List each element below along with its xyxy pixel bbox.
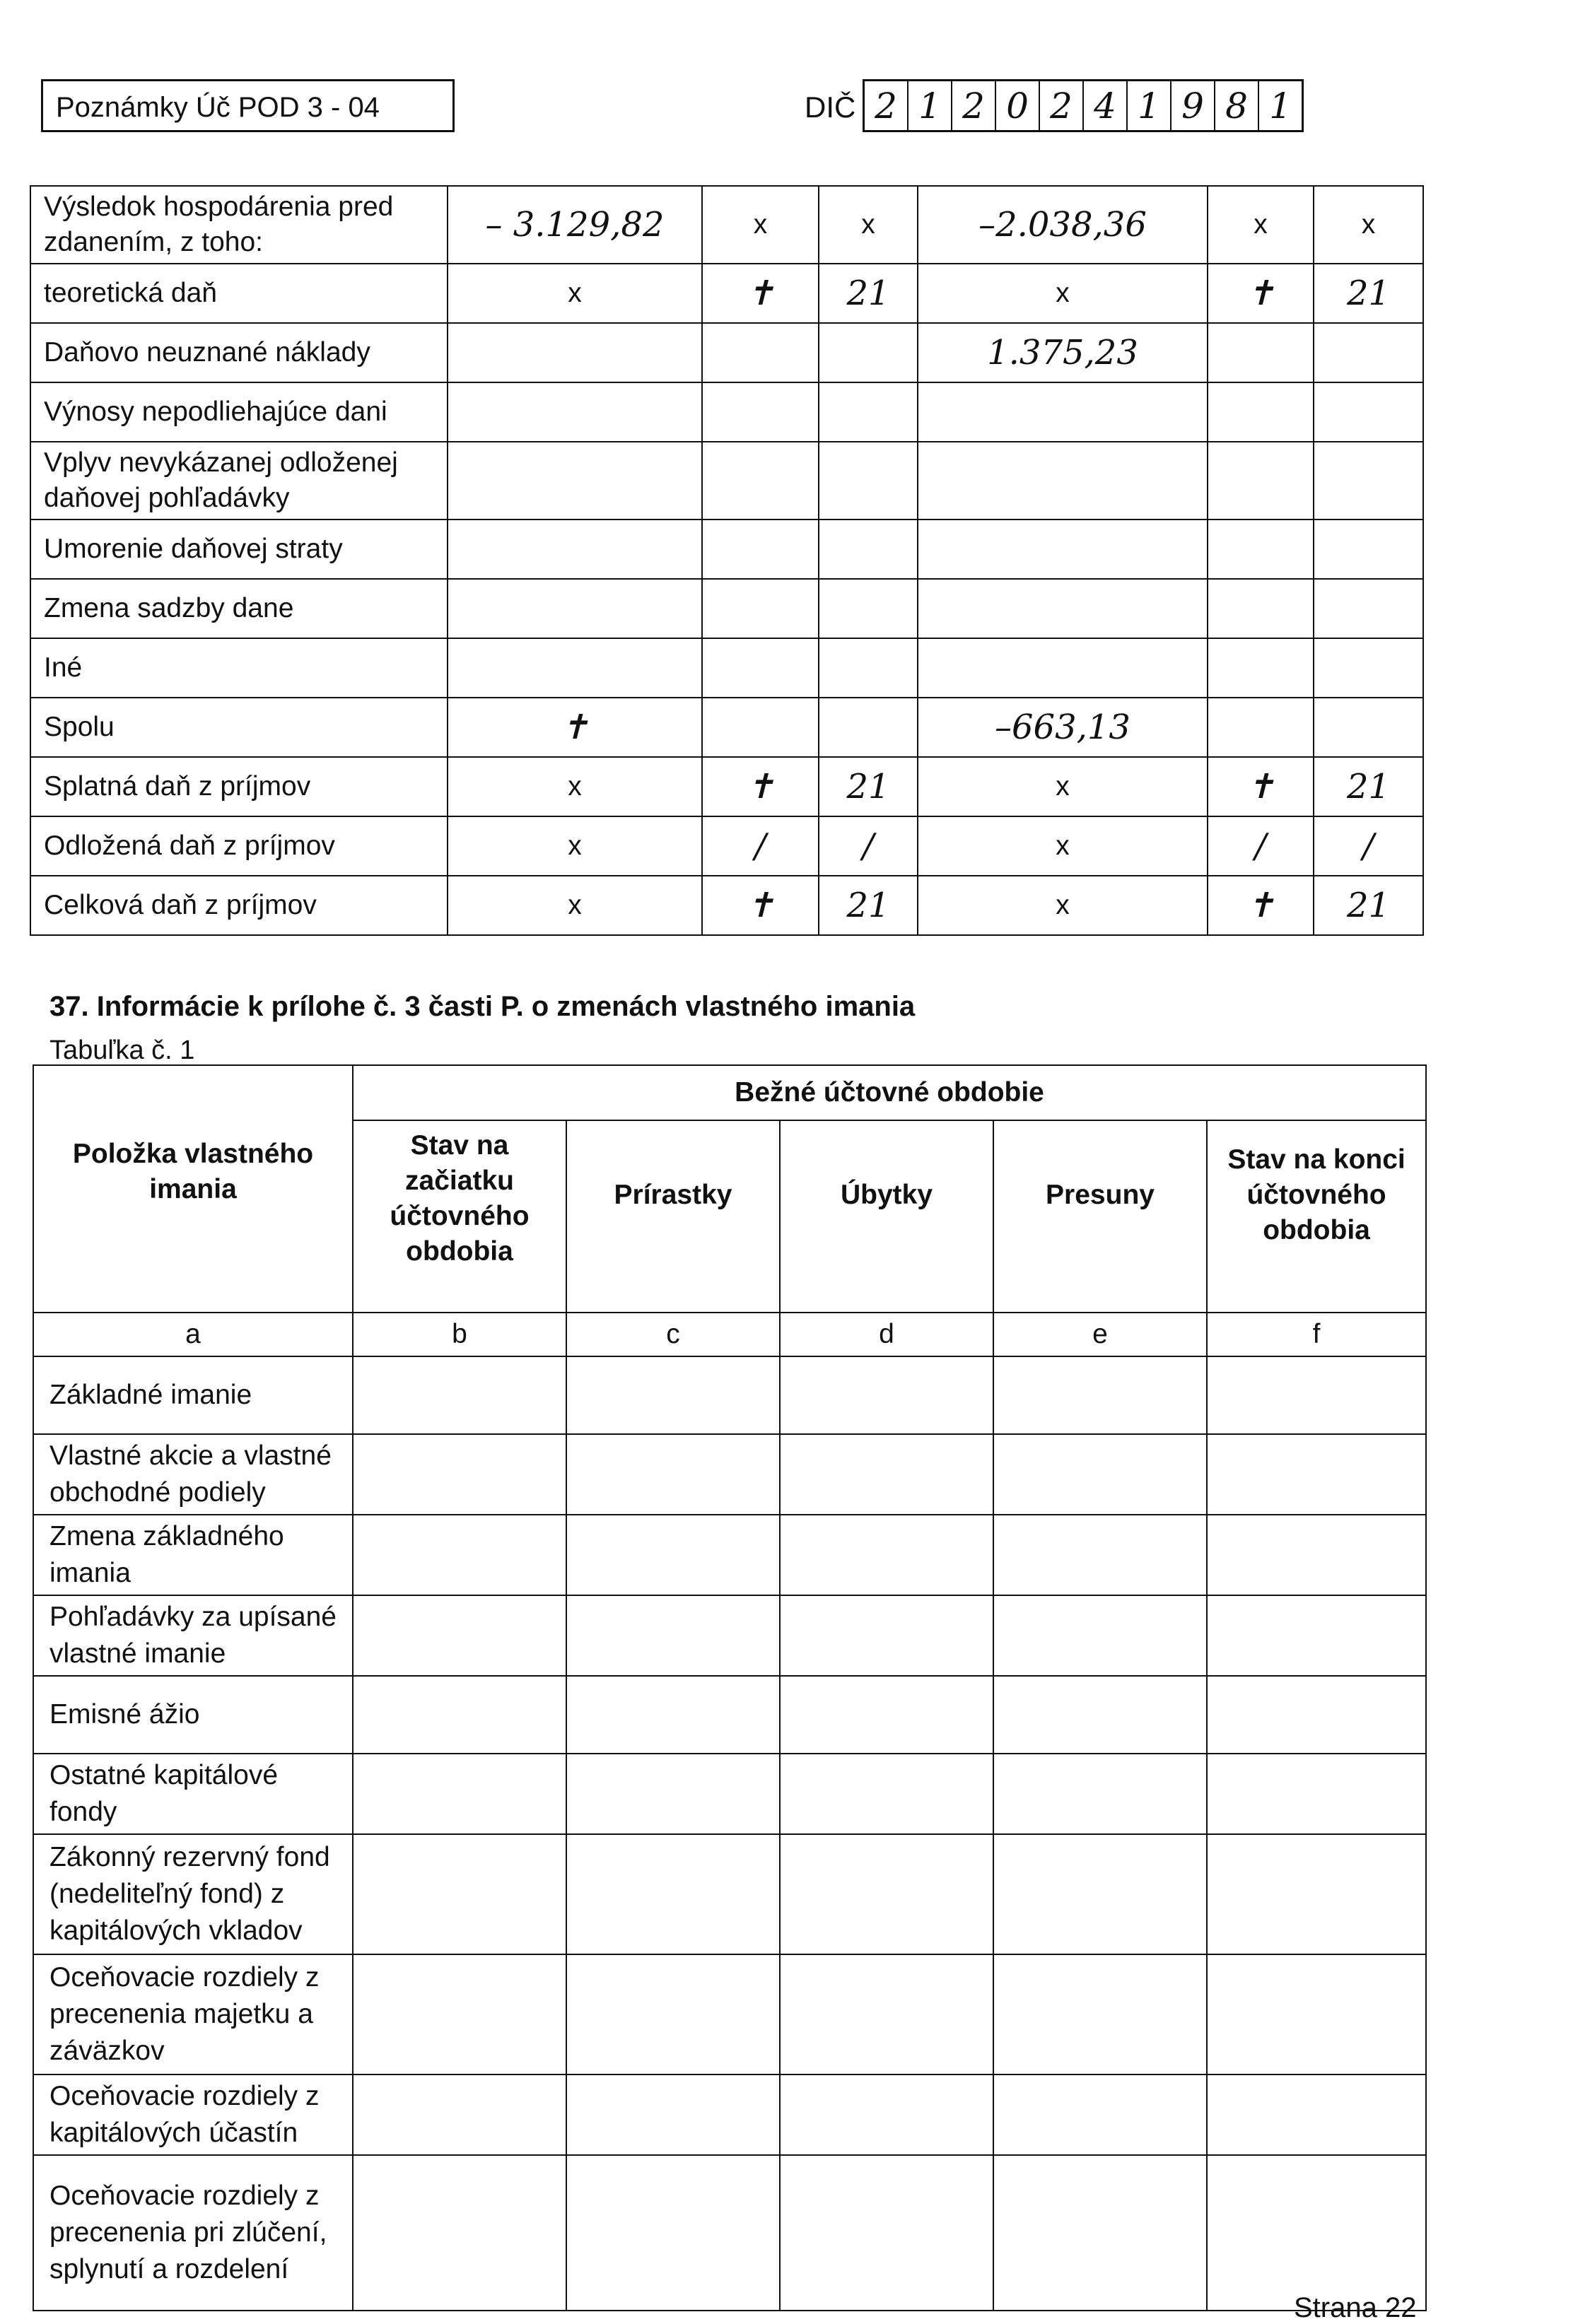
equity-row <box>33 2074 1426 2155</box>
tax-cell-c5: / <box>1208 816 1314 876</box>
equity-row-label: Ostatné kapitálové fondy <box>33 1754 353 1834</box>
tax-cell-c3 <box>819 638 918 698</box>
equity-cell[interactable] <box>993 1356 1207 1434</box>
tax-cell-c3: 21 <box>819 876 918 935</box>
tax-row-label: Umorenie daňovej straty <box>30 520 448 579</box>
equity-row <box>33 1356 1426 1434</box>
tax-cell-c2 <box>702 579 819 638</box>
dic-digit: 2 <box>1040 81 1084 130</box>
tax-cell-c2 <box>702 442 819 520</box>
equity-cell[interactable] <box>566 1434 780 1515</box>
tax-row <box>30 382 1423 442</box>
dic-digit: 2 <box>865 81 908 130</box>
equity-row <box>33 1515 1426 1595</box>
tax-cell-c6: x <box>1314 186 1423 264</box>
tax-cell-c1 <box>448 382 702 442</box>
tax-cell-c6 <box>1314 442 1423 520</box>
tax-row <box>30 520 1423 579</box>
col-c-header: Prírastky <box>566 1120 780 1313</box>
tax-cell-c4 <box>918 638 1208 698</box>
tax-row-label: Daňovo neuznané náklady <box>30 323 448 382</box>
tax-row-label: teoretická daň <box>30 264 448 323</box>
column-letter: d <box>780 1313 993 1356</box>
tax-cell-c4: –663,13 <box>918 698 1208 757</box>
column-letter: e <box>993 1313 1207 1356</box>
tax-cell-c1 <box>448 520 702 579</box>
equity-cell[interactable] <box>1207 1515 1426 1595</box>
tax-cell-c3: x <box>819 186 918 264</box>
dic-label: DIČ <box>805 90 856 124</box>
tax-row-label: Zmena sadzby dane <box>30 579 448 638</box>
tax-cell-c2 <box>702 520 819 579</box>
tax-cell-c6: 21 <box>1314 264 1423 323</box>
equity-cell[interactable] <box>566 2155 780 2311</box>
dic-digit: 2 <box>952 81 996 130</box>
equity-cell[interactable] <box>566 1515 780 1595</box>
equity-cell[interactable] <box>780 1515 993 1595</box>
letter-row <box>33 1313 1426 1356</box>
dic-digit: 8 <box>1215 81 1259 130</box>
equity-row <box>33 2155 1426 2311</box>
equity-cell[interactable] <box>780 1434 993 1515</box>
tax-cell-c1 <box>448 638 702 698</box>
equity-cell[interactable] <box>1207 1954 1426 2074</box>
equity-cell[interactable] <box>993 1595 1207 1676</box>
col-d-header: Úbytky <box>780 1120 993 1313</box>
tax-cell-c4: x <box>918 876 1208 935</box>
equity-cell[interactable] <box>780 1954 993 2074</box>
tax-cell-c6: / <box>1314 816 1423 876</box>
tax-row <box>30 442 1423 520</box>
tax-row <box>30 698 1423 757</box>
tax-cell-c4 <box>918 579 1208 638</box>
equity-cell[interactable] <box>566 2074 780 2155</box>
tax-table <box>30 185 1424 936</box>
tax-cell-c5: ✝ <box>1208 876 1314 935</box>
equity-cell[interactable] <box>353 2155 566 2311</box>
equity-cell[interactable] <box>353 1515 566 1595</box>
tax-cell-c5: ✝ <box>1208 264 1314 323</box>
tax-cell-c1: x <box>448 816 702 876</box>
equity-table <box>33 1064 1427 2311</box>
equity-row-label: Oceňovacie rozdiely z precenenia pri zlúčení, splynutí a rozdelení <box>33 2155 353 2311</box>
tax-row <box>30 264 1423 323</box>
tax-cell-c2: / <box>702 816 819 876</box>
tax-cell-c1 <box>448 579 702 638</box>
equity-row <box>33 1434 1426 1515</box>
tax-row-label: Odložená daň z príjmov <box>30 816 448 876</box>
tax-cell-c4 <box>918 520 1208 579</box>
equity-cell[interactable] <box>353 1676 566 1754</box>
tax-cell-c5 <box>1208 382 1314 442</box>
equity-cell[interactable] <box>993 1834 1207 1954</box>
column-letter: a <box>33 1313 353 1356</box>
tax-cell-c6 <box>1314 520 1423 579</box>
equity-cell[interactable] <box>993 1434 1207 1515</box>
form-code: Poznámky Úč POD 3 - 04 <box>41 79 455 132</box>
tax-cell-c3: / <box>819 816 918 876</box>
tax-cell-c1: x <box>448 876 702 935</box>
tax-row <box>30 579 1423 638</box>
dic-digit: 1 <box>908 81 952 130</box>
table-label: Tabuľka č. 1 <box>49 1035 195 1065</box>
period-header: Bežné účtovné obdobie <box>353 1065 1426 1120</box>
tax-cell-c4: x <box>918 264 1208 323</box>
tax-cell-c3 <box>819 698 918 757</box>
tax-cell-c2: ✝ <box>702 876 819 935</box>
tax-cell-c1: – 3.129,82 <box>448 186 702 264</box>
tax-cell-c2 <box>702 382 819 442</box>
equity-row-label: Zmena základného imania <box>33 1515 353 1595</box>
tax-cell-c5: x <box>1208 186 1314 264</box>
tax-cell-c4: x <box>918 816 1208 876</box>
equity-row <box>33 1754 1426 1834</box>
tax-cell-c6 <box>1314 638 1423 698</box>
equity-cell[interactable] <box>566 1595 780 1676</box>
equity-cell[interactable] <box>993 1754 1207 1834</box>
equity-cell[interactable] <box>1207 1676 1426 1754</box>
tax-row-label: Výsledok hospodárenia pred zdanením, z toho: <box>30 186 448 264</box>
tax-row-label: Splatná daň z príjmov <box>30 757 448 816</box>
equity-cell[interactable] <box>780 2155 993 2311</box>
dic-digit: 4 <box>1084 81 1128 130</box>
equity-cell[interactable] <box>780 1676 993 1754</box>
tax-cell-c5 <box>1208 520 1314 579</box>
tax-cell-c2: ✝ <box>702 757 819 816</box>
tax-row <box>30 323 1423 382</box>
page-number: Strana 22 <box>1294 2292 1417 2323</box>
tax-row-label: Iné <box>30 638 448 698</box>
equity-row <box>33 1834 1426 1954</box>
equity-cell[interactable] <box>353 1356 566 1434</box>
tax-cell-c5: ✝ <box>1208 757 1314 816</box>
tax-cell-c3 <box>819 520 918 579</box>
tax-row-label: Spolu <box>30 698 448 757</box>
tax-cell-c2: ✝ <box>702 264 819 323</box>
equity-cell[interactable] <box>353 1834 566 1954</box>
equity-cell[interactable] <box>566 1754 780 1834</box>
tax-row <box>30 638 1423 698</box>
equity-cell[interactable] <box>1207 1434 1426 1515</box>
section-title: 37. Informácie k prílohe č. 3 časti P. o zmenách vlastného imania <box>49 991 916 1022</box>
tax-cell-c6 <box>1314 323 1423 382</box>
equity-cell[interactable] <box>353 1754 566 1834</box>
tax-row-label: Celková daň z príjmov <box>30 876 448 935</box>
tax-cell-c2 <box>702 323 819 382</box>
tax-cell-c3 <box>819 579 918 638</box>
tax-cell-c5 <box>1208 442 1314 520</box>
tax-cell-c1 <box>448 442 702 520</box>
equity-row-label: Základné imanie <box>33 1356 353 1434</box>
equity-cell[interactable] <box>566 1834 780 1954</box>
equity-cell[interactable] <box>566 1356 780 1434</box>
tax-cell-c4 <box>918 442 1208 520</box>
equity-row <box>33 1595 1426 1676</box>
col-f-header: Stav na konci účtovného obdobia <box>1207 1120 1426 1313</box>
tax-cell-c4 <box>918 382 1208 442</box>
tax-row <box>30 757 1423 816</box>
tax-cell-c3: 21 <box>819 757 918 816</box>
tax-cell-c5 <box>1208 698 1314 757</box>
equity-cell[interactable] <box>780 1834 993 1954</box>
tax-cell-c5 <box>1208 638 1314 698</box>
equity-row <box>33 1954 1426 2074</box>
equity-cell[interactable] <box>1207 2074 1426 2155</box>
tax-row-label: Výnosy nepodliehajúce dani <box>30 382 448 442</box>
tax-cell-c1: x <box>448 757 702 816</box>
tax-row-label: Vplyv nevykázanej odloženej daňovej pohľadávky <box>30 442 448 520</box>
column-letter: f <box>1207 1313 1426 1356</box>
tax-row <box>30 186 1423 264</box>
equity-cell[interactable] <box>1207 1834 1426 1954</box>
tax-cell-c6: 21 <box>1314 757 1423 816</box>
equity-row-label: Oceňovacie rozdiely z precenenia majetku a záväzkov <box>33 1954 353 2074</box>
equity-cell[interactable] <box>780 1754 993 1834</box>
equity-row-label: Emisné ážio <box>33 1676 353 1754</box>
equity-row-label: Vlastné akcie a vlastné obchodné podiely <box>33 1434 353 1515</box>
tax-cell-c4: –2.038,36 <box>918 186 1208 264</box>
equity-cell[interactable] <box>566 1676 780 1754</box>
equity-cell[interactable] <box>993 2074 1207 2155</box>
equity-cell[interactable] <box>566 1954 780 2074</box>
tax-cell-c4: x <box>918 757 1208 816</box>
tax-cell-c1 <box>448 323 702 382</box>
equity-cell[interactable] <box>1207 1595 1426 1676</box>
equity-cell[interactable] <box>353 1434 566 1515</box>
equity-row-label: Zákonný rezervný fond (nedeliteľný fond) z kapitálových vkladov <box>33 1834 353 1954</box>
tax-cell-c1: x <box>448 264 702 323</box>
equity-cell[interactable] <box>780 1356 993 1434</box>
tax-cell-c5 <box>1208 579 1314 638</box>
tax-cell-c6 <box>1314 698 1423 757</box>
equity-cell[interactable] <box>353 1954 566 2074</box>
equity-cell[interactable] <box>1207 2155 1426 2311</box>
tax-cell-c6 <box>1314 382 1423 442</box>
equity-cell[interactable] <box>993 1515 1207 1595</box>
tax-cell-c3 <box>819 442 918 520</box>
equity-cell[interactable] <box>353 1595 566 1676</box>
tax-cell-c3 <box>819 382 918 442</box>
equity-cell[interactable] <box>993 2155 1207 2311</box>
equity-row <box>33 1676 1426 1754</box>
equity-cell[interactable] <box>993 1676 1207 1754</box>
tax-cell-c3 <box>819 323 918 382</box>
column-letter: b <box>353 1313 566 1356</box>
tax-cell-c2: x <box>702 186 819 264</box>
equity-row-label: Pohľadávky za upísané vlastné imanie <box>33 1595 353 1676</box>
tax-cell-c6 <box>1314 579 1423 638</box>
column-letter: c <box>566 1313 780 1356</box>
equity-cell[interactable] <box>993 1954 1207 2074</box>
tax-cell-c1: ✝ <box>448 698 702 757</box>
tax-cell-c2 <box>702 698 819 757</box>
equity-cell[interactable] <box>780 1595 993 1676</box>
equity-cell[interactable] <box>353 2074 566 2155</box>
col-b-header: Stav na začiatku účtovného obdobia <box>353 1120 566 1313</box>
equity-cell[interactable] <box>780 2074 993 2155</box>
tax-cell-c3: 21 <box>819 264 918 323</box>
tax-row <box>30 876 1423 935</box>
col-a-header: Položka vlastného imania <box>33 1065 353 1313</box>
tax-cell-c4: 1.375,23 <box>918 323 1208 382</box>
tax-cell-c5 <box>1208 323 1314 382</box>
equity-row-label: Oceňovacie rozdiely z kapitálových účastín <box>33 2074 353 2155</box>
dic-digit: 1 <box>1128 81 1172 130</box>
col-e-header: Presuny <box>993 1120 1207 1313</box>
dic-boxes <box>863 79 1304 132</box>
equity-cell[interactable] <box>1207 1356 1426 1434</box>
tax-row <box>30 816 1423 876</box>
dic-digit: 0 <box>996 81 1040 130</box>
dic-digit: 9 <box>1172 81 1215 130</box>
equity-cell[interactable] <box>1207 1754 1426 1834</box>
tax-cell-c6: 21 <box>1314 876 1423 935</box>
dic-digit: 1 <box>1269 86 1292 127</box>
tax-cell-c2 <box>702 638 819 698</box>
